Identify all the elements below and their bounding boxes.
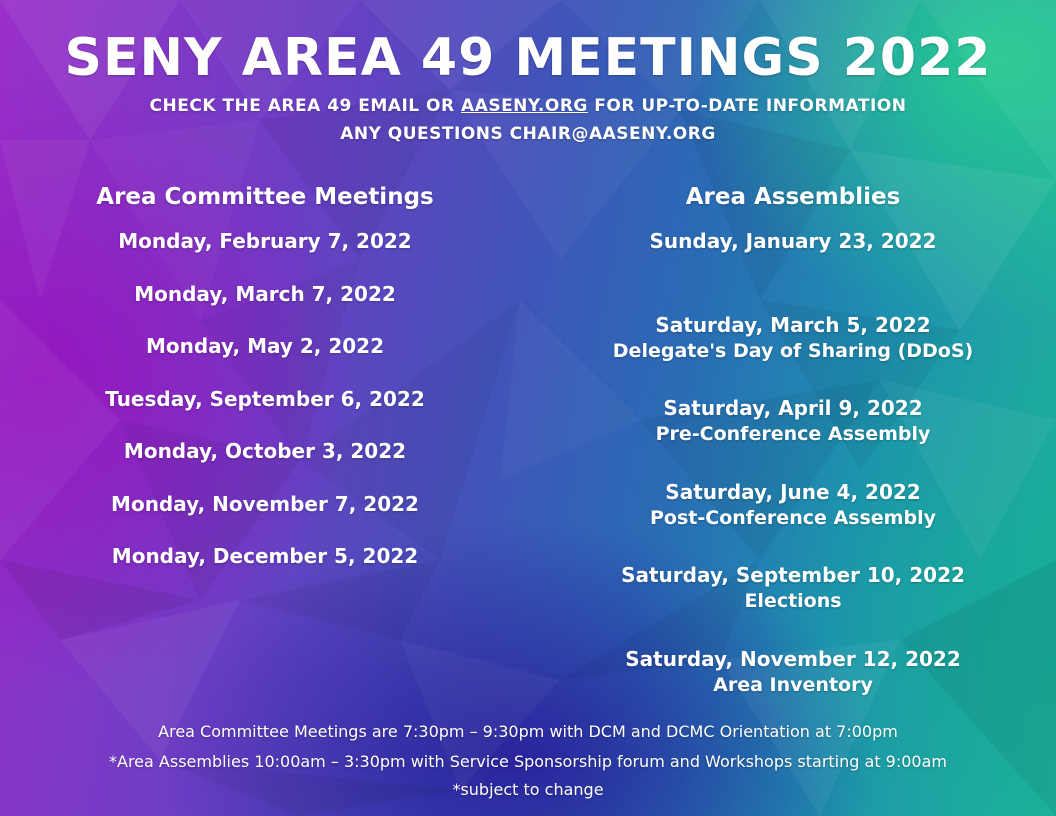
info-line-suffix: FOR UP-TO-DATE INFORMATION (587, 96, 907, 116)
committee-meeting-date: Monday, March 7, 2022 (134, 281, 396, 306)
assembly-time-note: *Area Assemblies 10:00am – 3:30pm with Service Sponsorship forum and Workshops starting at 9:00am (109, 752, 947, 771)
committee-meetings-heading: Area Committee Meetings (96, 184, 434, 210)
committee-meeting-date: Monday, May 2, 2022 (145, 334, 385, 358)
assembly-item (568, 395, 1018, 479)
assembly-item (568, 228, 1018, 312)
aaseny-link[interactable]: AASENY.ORG (461, 96, 588, 116)
assembly-description: Pre-Conference Assembly (655, 423, 931, 445)
committee-meeting-date: Monday, October 3, 2022 (123, 439, 407, 463)
assembly-date: Saturday, June 4, 2022 (665, 479, 921, 504)
subject-to-change-note: *subject to change (452, 780, 604, 799)
assembly-item (568, 646, 1018, 730)
assembly-date: Saturday, November 12, 2022 (625, 646, 961, 671)
committee-meetings-column (40, 184, 490, 596)
committee-meeting-date: Monday, November 7, 2022 (111, 491, 419, 516)
assembly-description: Area Inventory (713, 673, 873, 696)
assembly-description: Post-Conference Assembly (650, 506, 936, 529)
committee-meeting-date: Monday, December 5, 2022 (111, 544, 419, 568)
assembly-date: Sunday, January 23, 2022 (649, 229, 937, 253)
area-assemblies-column (568, 184, 1018, 729)
assembly-date: Saturday, September 10, 2022 (621, 563, 965, 587)
assembly-description: Elections (744, 590, 842, 612)
info-line-prefix: CHECK THE AREA 49 EMAIL OR (149, 96, 462, 116)
committee-meeting-date: Tuesday, September 6, 2022 (105, 386, 425, 411)
assembly-date: Saturday, March 5, 2022 (655, 312, 931, 337)
assembly-item (568, 479, 1018, 563)
area-assemblies-heading: Area Assemblies (685, 184, 901, 210)
assembly-description: Delegate's Day of Sharing (DDoS) (612, 339, 974, 362)
contact-line: ANY QUESTIONS CHAIR@AASENY.ORG (340, 124, 716, 144)
assembly-date: Saturday, April 9, 2022 (663, 396, 923, 420)
info-line (0, 96, 1056, 116)
page-title: SENY AREA 49 MEETINGS 2022 (64, 28, 992, 88)
assembly-item (568, 312, 1018, 396)
committee-meeting-date: Monday, February 7, 2022 (118, 229, 412, 253)
assembly-item (568, 562, 1018, 646)
committee-time-note: Area Committee Meetings are 7:30pm – 9:30pm with DCM and DCMC Orientation at 7:00pm (158, 722, 898, 741)
